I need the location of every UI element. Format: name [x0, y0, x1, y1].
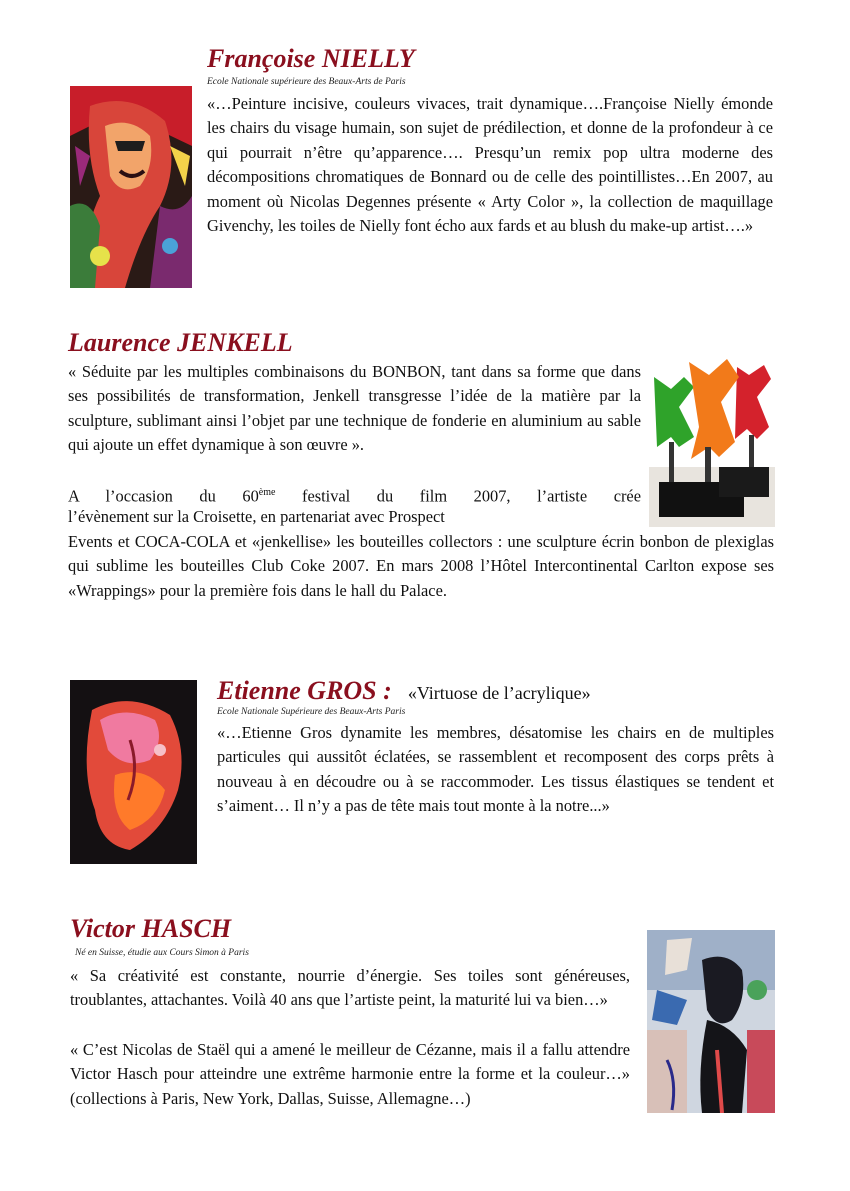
gros-subtitle: Ecole Nationale Supérieure des Beaux-Arts Paris [217, 707, 406, 717]
nielly-artwork-image [70, 86, 192, 288]
jenkell-croisette-line: l’évènement sur la Croisette, en partenariat avec Prospect [68, 507, 445, 526]
hasch-quote-2: « C’est Nicolas de Staël qui a amené le meilleur de Cézanne, mais il a fallu attendre Victor Hasch pour atteindre une extrême harmonie entre la forme et la couleur…» (collections à Paris, New York, Dallas, Suisse, Allemagne…) [70, 1040, 630, 1108]
nielly-name: Françoise NIELLY [207, 44, 415, 73]
hasch-name: Victor HASCH [70, 914, 232, 943]
hasch-quote-1: « Sa créativité est constante, nourrie d’énergie. Ses toiles sont généreuses, troublantes, attachantes. Voilà 40 ans que l’artiste peint, la maturité lui va bien…» [70, 966, 630, 1010]
jenkell-festival-text-start: A l’occasion du 60 [68, 486, 259, 506]
jenkell-quote: « Séduite par les multiples combinaisons du BONBON, tant dans sa forme que dans ses possibilités de transformation, Jenkell transgresse l’idée de la matière par la sculpture, sublimant ainsi l’objet par une technique de fonderie en aluminium au sable qui ajoute un effet dynamique à son œuvre ». [68, 362, 641, 455]
gros-quote: «…Etienne Gros dynamite les membres, désatomise les chairs en de multiples particules qui aussitôt éclatées, se rassemblent et recomposent des corps prêts à nouveau à en découdre ou à se raccommoder. Les tissus élastiques se tendent et s’aiment… Il n’y a pas de tête mais tout monte à la notre...» [217, 723, 774, 816]
gros-name [217, 676, 591, 708]
jenkell-festival-sup: ème [258, 487, 276, 498]
gros-name-text: Etienne GROS : [217, 676, 392, 705]
gros-artwork-image [70, 680, 197, 864]
hasch-subtitle: Né en Suisse, étudie aux Cours Simon à Paris [75, 948, 249, 958]
nielly-quote: «…Peinture incisive, couleurs vivaces, trait dynamique….Françoise Nielly émonde les chairs du visage humain, son sujet de prédilection, et donne de la profondeur à ce qui pourrait n’être qu’apparence…. Presqu’un remix pop ultra moderne des décompositions chromatiques de Bonnard ou de celle des pointillistes…En 2007, au moment où Nicolas Degennes présente « Arty Color », la collection de maquillage Givenchy, les toiles de Nielly font écho aux fards et au blush du make-up artist….» [207, 94, 773, 236]
jenkell-artwork-image [649, 347, 775, 527]
jenkell-name: Laurence JENKELL [68, 328, 293, 357]
hasch-artwork-image [647, 930, 775, 1113]
jenkell-festival-text-end: festival du film 2007, l’artiste crée [275, 486, 641, 506]
jenkell-events-paragraph: Events et COCA-COLA et «jenkellise» les bouteilles collectors : une sculpture écrin bonbon de plexiglas qui sublime les bouteilles Club Coke 2007. En mars 2008 l’Hôtel Intercontinental Carlton expose ses «Wrappings» pour la première fois dans le hall du Palace. [68, 532, 774, 600]
gros-tagline: «Virtuose de l’acrylique» [407, 683, 591, 703]
nielly-subtitle: Ecole Nationale supérieure des Beaux-Arts de Paris [207, 77, 406, 87]
